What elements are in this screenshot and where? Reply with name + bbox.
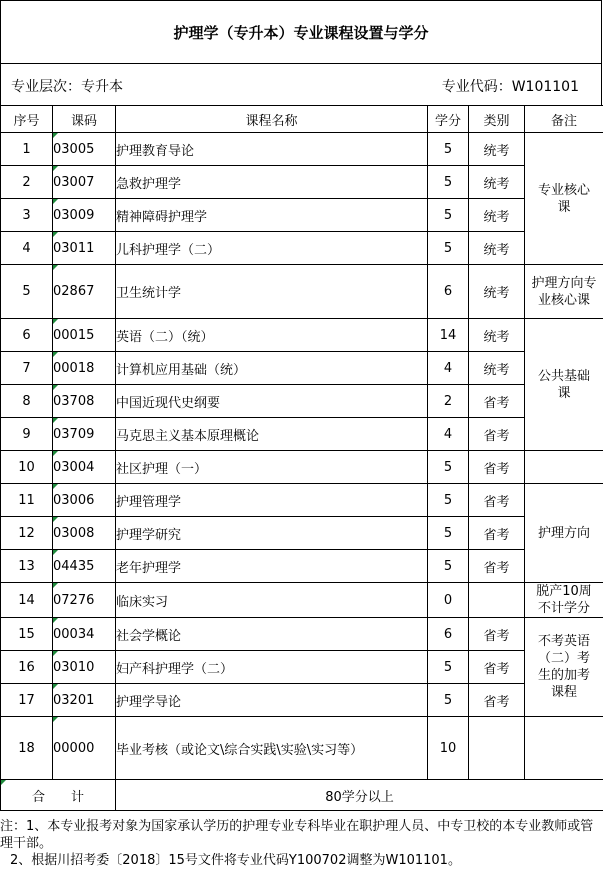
total-label: 合 计 <box>1 780 116 811</box>
row-credit: 0 <box>428 583 469 618</box>
row-type: 统考 <box>469 199 525 232</box>
table-row <box>1 265 603 319</box>
row-name: 护理管理学 <box>116 484 428 517</box>
row-no: 16 <box>1 651 53 684</box>
row-type: 统考 <box>469 232 525 265</box>
row-credit: 10 <box>428 717 469 780</box>
row-type <box>469 583 525 618</box>
row-code: 03010 <box>53 651 116 684</box>
row-credit: 5 <box>428 133 469 166</box>
row-name: 英语（二）（统） <box>116 319 428 352</box>
row-code: 00000 <box>53 717 116 780</box>
row-type: 省考 <box>469 618 525 651</box>
table-row <box>1 319 603 352</box>
footnote <box>0 818 600 869</box>
row-no: 14 <box>1 583 53 618</box>
table-row <box>1 385 603 418</box>
row-type: 省考 <box>469 385 525 418</box>
row-type: 统考 <box>469 319 525 352</box>
table-row <box>1 517 603 550</box>
row-no: 6 <box>1 319 53 352</box>
row-name: 精神障碍护理学 <box>116 199 428 232</box>
row-credit: 5 <box>428 232 469 265</box>
row-type: 统考 <box>469 166 525 199</box>
row-credit: 5 <box>428 651 469 684</box>
total-row <box>1 780 603 811</box>
row-no: 12 <box>1 517 53 550</box>
row-code: 03201 <box>53 684 116 717</box>
row-code: 02867 <box>53 265 116 319</box>
row-credit: 5 <box>428 451 469 484</box>
row-no: 4 <box>1 232 53 265</box>
footnote-line-2: 2、根据川招考委〔2018〕15号文件将专业代码Y100702调整为W101101。 <box>10 853 461 868</box>
row-code: 07276 <box>53 583 116 618</box>
row-credit: 14 <box>428 319 469 352</box>
row-code: 03011 <box>53 232 116 265</box>
row-code: 03009 <box>53 199 116 232</box>
note-extra: 不考英语（二）考生的加考课程 <box>525 618 603 717</box>
table-row <box>1 166 603 199</box>
row-name: 护理学研究 <box>116 517 428 550</box>
row-name: 妇产科护理学（二） <box>116 651 428 684</box>
row-code: 03709 <box>53 418 116 451</box>
row-credit: 4 <box>428 352 469 385</box>
header-type: 类别 <box>469 106 525 133</box>
header-credit: 学分 <box>428 106 469 133</box>
table-row <box>1 717 603 780</box>
row-no: 18 <box>1 717 53 780</box>
row-type: 省考 <box>469 684 525 717</box>
row-name: 社区护理（一） <box>116 451 428 484</box>
table-row <box>1 651 603 684</box>
table-row <box>1 484 603 517</box>
row-type: 统考 <box>469 265 525 319</box>
note-public-basic: 公共基础课 <box>525 319 603 451</box>
row-no: 2 <box>1 166 53 199</box>
row-no: 13 <box>1 550 53 583</box>
header-row <box>1 106 603 133</box>
row-credit: 5 <box>428 484 469 517</box>
row-code: 03008 <box>53 517 116 550</box>
row-no: 10 <box>1 451 53 484</box>
row-type: 省考 <box>469 418 525 451</box>
row-name: 临床实习 <box>116 583 428 618</box>
row-no: 11 <box>1 484 53 517</box>
row-type: 统考 <box>469 352 525 385</box>
note-empty <box>525 717 603 780</box>
footnote-line-1: 注：1、本专业报考对象为国家承认学历的护理专业专科毕业在职护理人员、中专卫校的本专业教师或管理干部。 <box>0 819 594 851</box>
note-direction: 护理方向 <box>525 484 603 583</box>
meta-row <box>0 64 602 106</box>
row-credit: 5 <box>428 684 469 717</box>
row-type: 省考 <box>469 550 525 583</box>
row-no: 17 <box>1 684 53 717</box>
row-no: 1 <box>1 133 53 166</box>
note-direction-core: 护理方向专业核心课 <box>525 265 603 319</box>
note-empty <box>525 451 603 484</box>
row-code: 03006 <box>53 484 116 517</box>
table-row <box>1 133 603 166</box>
row-credit: 5 <box>428 517 469 550</box>
row-name: 儿科护理学（二） <box>116 232 428 265</box>
major-code: 专业代码：W101101 <box>441 79 579 95</box>
table-row <box>1 352 603 385</box>
row-credit: 4 <box>428 418 469 451</box>
row-no: 9 <box>1 418 53 451</box>
table-row <box>1 418 603 451</box>
row-name: 老年护理学 <box>116 550 428 583</box>
table-row <box>1 618 603 651</box>
row-type: 省考 <box>469 484 525 517</box>
header-code: 课码 <box>53 106 116 133</box>
row-no: 15 <box>1 618 53 651</box>
row-no: 7 <box>1 352 53 385</box>
header-name: 课程名称 <box>116 106 428 133</box>
row-type: 省考 <box>469 451 525 484</box>
row-name: 毕业考核（或论文\综合实践\实验\实习等） <box>116 717 428 780</box>
row-credit: 5 <box>428 199 469 232</box>
note-core: 专业核心课 <box>525 133 603 265</box>
row-code: 03708 <box>53 385 116 418</box>
row-name: 护理学导论 <box>116 684 428 717</box>
row-name: 急救护理学 <box>116 166 428 199</box>
row-no: 8 <box>1 385 53 418</box>
row-code: 04435 <box>53 550 116 583</box>
row-code: 03007 <box>53 166 116 199</box>
header-note: 备注 <box>525 106 603 133</box>
row-credit: 6 <box>428 618 469 651</box>
row-name: 卫生统计学 <box>116 265 428 319</box>
table-row <box>1 684 603 717</box>
row-credit: 5 <box>428 166 469 199</box>
row-code: 00018 <box>53 352 116 385</box>
row-credit: 2 <box>428 385 469 418</box>
table-row <box>1 550 603 583</box>
row-code: 00015 <box>53 319 116 352</box>
major-level: 专业层次：专升本 <box>11 79 123 95</box>
row-type: 省考 <box>469 517 525 550</box>
row-name: 计算机应用基础（统） <box>116 352 428 385</box>
row-code: 00034 <box>53 618 116 651</box>
table-row <box>1 451 603 484</box>
note-internship: 脱产10周不计学分 <box>525 583 603 618</box>
course-table <box>0 105 603 811</box>
row-name: 马克思主义基本原理概论 <box>116 418 428 451</box>
row-name: 护理教育导论 <box>116 133 428 166</box>
row-credit: 5 <box>428 550 469 583</box>
total-value: 80学分以上 <box>116 780 603 811</box>
row-no: 3 <box>1 199 53 232</box>
row-name: 中国近现代史纲要 <box>116 385 428 418</box>
row-type: 省考 <box>469 651 525 684</box>
row-code: 03005 <box>53 133 116 166</box>
row-credit: 6 <box>428 265 469 319</box>
table-row <box>1 232 603 265</box>
page-title: 护理学（专升本）专业课程设置与学分 <box>0 0 602 64</box>
row-type: 统考 <box>469 133 525 166</box>
row-no: 5 <box>1 265 53 319</box>
row-code: 03004 <box>53 451 116 484</box>
row-type <box>469 717 525 780</box>
header-no: 序号 <box>1 106 53 133</box>
table-row <box>1 199 603 232</box>
table-row <box>1 583 603 618</box>
row-name: 社会学概论 <box>116 618 428 651</box>
